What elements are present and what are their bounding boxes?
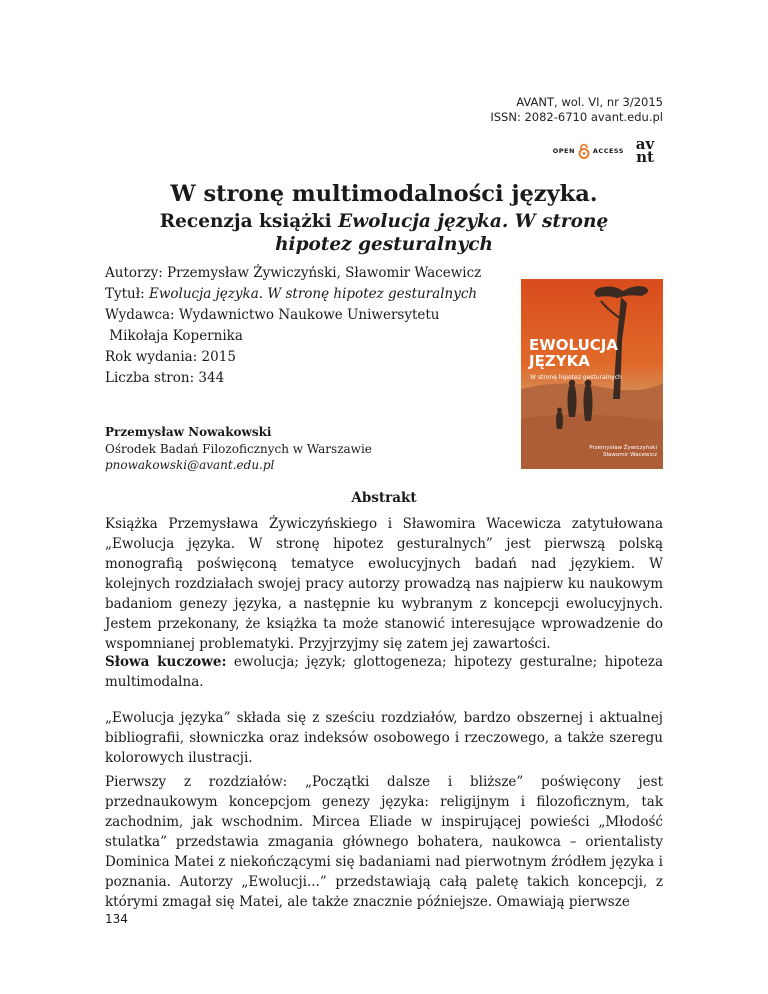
keywords-list: ewolucja; język; glottogeneza; hipotezy gesturalne; hipoteza multimodalna.	[105, 654, 664, 690]
avant-logo[interactable]	[632, 135, 658, 166]
meta-title-value: Ewolucja języka. W stronę hipotez gesturalnych	[148, 286, 478, 302]
body-paragraph-2: Pierwszy z rozdziałów: „Początki dalsze i bliższe” poświęcony jest przednaukowym koncepcjom genezy języka: religijnym i filozoficznym, tak zachodnim, jak wschodnim. Mircea Eliade w inspirującej powieści „Młodość stulatka” przedstawia zmagania głównego bohatera, naukowca – orientalisty Dominica Matei z niekończącymi się badaniami nad pierwotnym źródłem języka i poznania. Autorzy „Ewolucji...” przedstawiają całą paletę takich koncepcji, z którymi zmagał się Matei, ale także znacznie późniejsze. Omawiają pierwsze	[105, 774, 663, 910]
meta-year-label: Rok wydania:	[105, 349, 202, 365]
journal-info	[490, 95, 663, 125]
meta-publisher-value-2: Mikołaja Kopernika	[109, 328, 243, 344]
abstract-text: Książka Przemysława Żywiczyńskiego i Sławomira Wacewicza zatytułowana „Ewolucja języka. W stronę hipotez gesturalnych” jest pierwszą polską monografią poświęconą tematyce ewolucyjnych badań nad językiem. W kolejnych rozdziałach swojej pracy autorzy prowadzą nas najpierw ku naukowym badaniom genezy języka, a następnie ku wybranym z koncepcji ewolucyjnych. Jestem przekonany, że książka ta może stanowić interesujące wprowadzenie do wspomnianej problematyki. Przyjrzyjmy się zatem jej zawartości.	[105, 516, 663, 652]
abstract-heading: Abstrakt	[351, 490, 417, 506]
cover-subtitle: W stronę hipotez gesturalnych	[530, 374, 622, 381]
article-title	[0, 180, 768, 256]
title-sub	[0, 210, 768, 256]
cover-title	[529, 337, 618, 369]
open-access-badge[interactable]	[553, 143, 624, 159]
keywords-label: Słowa kuczowe:	[105, 654, 227, 670]
meta-authors-value: Przemysław Żywiczyński, Sławomir Wacewicz	[167, 265, 482, 281]
title-sub-italic-1: Ewolucja języka. W stronę	[338, 211, 609, 232]
badges	[552, 135, 658, 166]
open-access-right-label: ACCESS	[592, 147, 624, 155]
meta-year-value: 2015	[201, 349, 236, 365]
journal-issn: ISSN: 2082-6710 avant.edu.pl	[490, 110, 663, 124]
journal-volume: AVANT, wol. VI, nr 3/2015	[516, 95, 663, 109]
cover-title-line-1: EWOLUCJA	[529, 336, 618, 354]
avant-logo-top: av	[635, 135, 655, 153]
book-metadata	[105, 263, 481, 389]
meta-title-label: Tytuł:	[105, 286, 149, 302]
open-access-lock-icon	[578, 143, 590, 159]
reviewer-email[interactable]: pnowakowski@avant.edu.pl	[105, 458, 275, 472]
reviewer-info	[105, 424, 372, 474]
meta-publisher-cont	[105, 326, 481, 347]
book-cover	[521, 279, 663, 469]
meta-title	[105, 284, 481, 305]
keywords	[105, 652, 663, 692]
meta-year	[105, 347, 481, 368]
cover-author-2: Sławomir Wacewicz	[603, 452, 657, 458]
body-paragraph-1: „Ewolucja języka” składa się z sześciu rozdziałów, bardzo obszernej i aktualnej bibliografii, słowniczka oraz indeksów osobowego i rzeczowego, a także szeregu kolorowych ilustracji.	[105, 710, 663, 766]
cover-title-line-2: JĘZYKA	[529, 352, 590, 370]
meta-publisher-value-1: Wydawnictwo Naukowe Uniwersytetu	[178, 307, 440, 323]
meta-pages-value: 344	[198, 370, 225, 386]
reviewer-name: Przemysław Nowakowski	[105, 425, 272, 439]
cover-author-1: Przemysław Żywiczyński	[589, 445, 657, 451]
meta-publisher	[105, 305, 481, 326]
title-sub-prefix: Recenzja książki	[159, 211, 339, 232]
title-main: W stronę multimodalności języka.	[170, 181, 598, 207]
meta-pages	[105, 368, 481, 389]
meta-publisher-label: Wydawca:	[105, 307, 179, 323]
meta-authors	[105, 263, 481, 284]
page-number: 134	[105, 912, 128, 926]
title-sub-italic-2: hipotez gesturalnych	[275, 234, 493, 255]
cover-authors	[589, 445, 657, 459]
meta-pages-label: Liczba stron:	[105, 370, 199, 386]
reviewer-affiliation: Ośrodek Badań Filozoficznych w Warszawie	[105, 441, 372, 456]
open-access-left-label: OPEN	[552, 147, 575, 155]
meta-authors-label: Autorzy:	[105, 265, 168, 281]
avant-logo-bottom: nt	[636, 148, 654, 166]
